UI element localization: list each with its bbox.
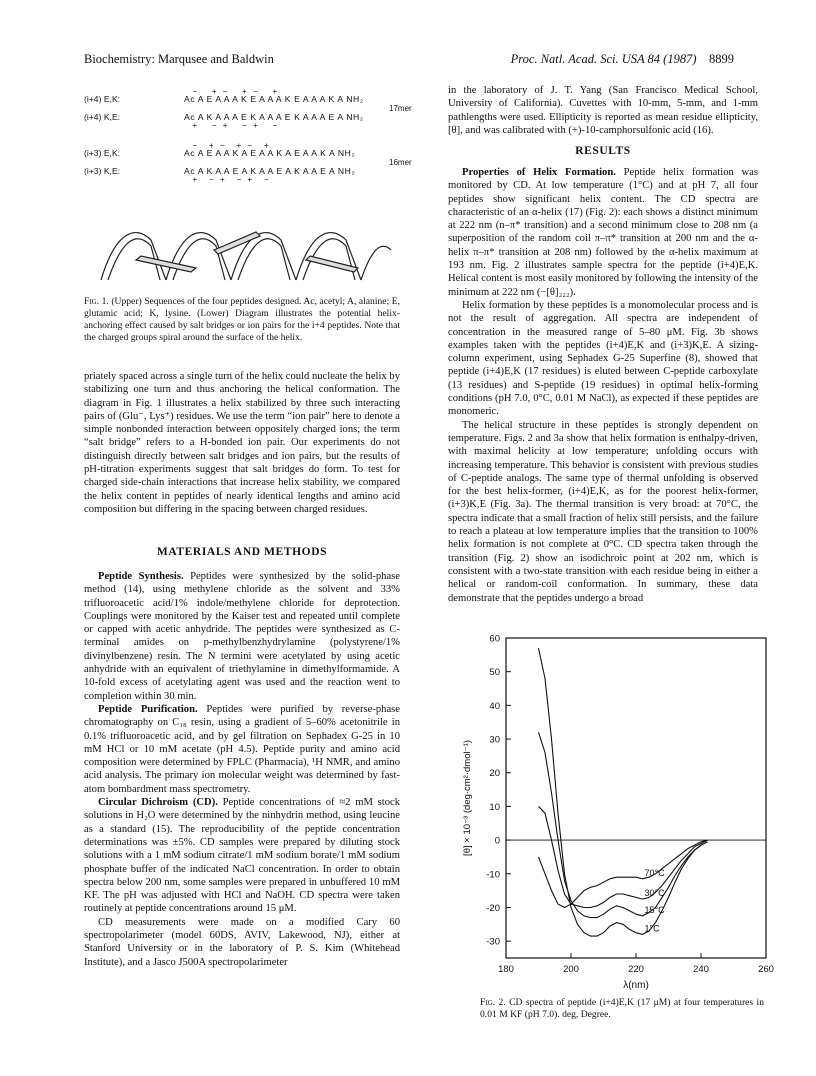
series-label: 1°C <box>644 923 660 934</box>
y-tick-label: 20 <box>489 768 500 780</box>
left-intro <box>84 370 400 516</box>
x-tick-label: 240 <box>693 964 709 975</box>
figure2-caption-text: CD spectra of peptide (i+4)E,K (17 μM) at four temperatures in 0.01 M KF (pH 7.0). deg, Degree. <box>480 997 764 1020</box>
cd-spectra-chart <box>448 620 778 1000</box>
methods-heading: MATERIALS AND METHODS <box>156 546 328 558</box>
series-label: 70°C <box>644 867 665 878</box>
sequence-charges: + − + − + − <box>184 175 275 184</box>
methods-paragraph <box>84 796 400 916</box>
x-axis-label: λ(nm) <box>623 980 649 991</box>
mer-label: 16mer <box>389 158 412 167</box>
paragraph-heading: Peptide Purification. <box>98 703 198 715</box>
header-authors: Biochemistry: Marqusee and Baldwin <box>84 52 274 66</box>
helix-diagram <box>96 220 396 290</box>
sequence-text: Ac A E A A A K E A A A K E A A A K A NH₂ <box>184 94 364 104</box>
results-paragraph <box>448 419 758 605</box>
header-journal: Proc. Natl. Acad. Sci. USA 84 (1987) <box>510 52 697 66</box>
paragraph-text: Peptide concentrations of ≈2 mM stock solutions in H₂O were determined by the ninhydrin method, using leucine as a standard (15). The reproducibility of the peptide concentration determinations was ±5%. CD samples were prepared by diluting stock solutions with a 1 mM sodium citrate/1 mM sodium borate/1 mM sodium phosphate buffer of the indicated NaCl concentration. In order to obtain spectra below 200 nm, some samples were prepared in unbuffered 10 mM KF. The pH was adjusted with HCl and NaOH. CD spectra were taken routinely at peptide concentrations around 15 μM. <box>84 797 401 915</box>
series-label: 30°C <box>644 888 665 899</box>
paragraph-heading: Circular Dichroism (CD). <box>98 797 218 809</box>
paragraph-text: Peptides were purified by reverse-phase chromatography on C₁₈ resin, using a gradient of 5–60% acetonitrile in 0.1% trifluoroacetic acid, and by gel filtration on Sephadex G-25 in 10 mM HCl or 10 mM acetate (pH 4.5). Peptide purity and amino acid composition were determined by FPLC (Pharmacia), ¹H NMR, and amino acid analysis. The primary ion molecular weight was determined by fast-atom bombardment mass spectrometry. <box>84 703 400 795</box>
running-header <box>84 52 734 72</box>
results-body <box>448 166 758 605</box>
x-tick-label: 180 <box>498 964 514 975</box>
sequence-charges: − + − + − + <box>184 87 284 96</box>
sequence-charges: + − + − + − <box>184 121 284 130</box>
sequence-charges: − + − + − + <box>184 141 275 150</box>
plot-frame <box>506 638 766 958</box>
x-tick-label: 260 <box>758 964 774 975</box>
y-tick-label: 30 <box>489 734 500 746</box>
y-tick-label: 50 <box>489 667 500 679</box>
y-tick-label: 40 <box>489 700 500 712</box>
x-tick-label: 220 <box>628 964 644 975</box>
intro-paragraph: in the laboratory of J. T. Yang (San Francisco Medical School, University of California). Cuvettes with 10-mm, 5-mm, and 1-mm pathlengths were used. Ellipticity is reported as mean residue ellipticity, [θ], and was calibrated with (+)-10-camphorsulfonic acid (16). <box>448 85 758 136</box>
methods-paragraph <box>84 703 400 796</box>
methods-body <box>84 570 400 969</box>
y-tick-label: 10 <box>489 801 500 813</box>
figure1-caption-label: Fig. 1. <box>84 296 109 307</box>
figure2-caption <box>480 997 764 1021</box>
y-tick-label: -10 <box>486 869 500 881</box>
sequence-label: (i+3) K,E: <box>84 166 121 176</box>
methods-paragraph <box>84 916 400 969</box>
header-page-number: 8899 <box>709 52 734 66</box>
paragraph-text: CD measurements were made on a modified Cary 60 spectropolarimeter (model 60DS, AVIV, Lakewood, NJ), either at Stanford University or in the laboratory of P. S. Kim (Whitehead Institute), and a Jasco J500A spectropolarimeter <box>84 916 400 968</box>
mer-label: 17mer <box>389 104 412 113</box>
y-tick-label: -20 <box>486 902 500 914</box>
sequence-text: Ac A K A A A E K A A A E K A A A E A NH₂ <box>184 112 364 122</box>
sequence-text: Ac A E A A K A E A A K A E A A K A NH₂ <box>184 148 356 158</box>
sequence-label: (i+4) K,E: <box>84 112 121 122</box>
header-journal-page <box>511 52 734 67</box>
y-tick-label: -30 <box>486 936 500 948</box>
y-tick-label: 60 <box>489 633 500 645</box>
figure2-chart <box>448 620 778 1000</box>
results-heading: RESULTS <box>575 145 631 157</box>
series-label: 15°C <box>644 904 665 915</box>
paragraph-heading: Peptide Synthesis. <box>98 571 184 582</box>
results-paragraph <box>448 166 758 299</box>
x-tick-label: 200 <box>563 964 579 975</box>
methods-paragraph <box>84 570 400 703</box>
y-axis-label: [θ] × 10⁻³ (deg·cm²·dmol⁻¹) <box>462 740 473 856</box>
series-line <box>539 806 708 907</box>
figure2-caption-label: Fig. 2. <box>480 997 506 1008</box>
y-tick-label: 0 <box>494 835 500 847</box>
paragraph-text: Peptides were synthesized by the solid-phase method (14), using methylene chloride as the solvent and 33% trifluoroacetic acid/1% indole/methylene chloride for deprotection. Couplings were monitored by the Kaiser test and repeated until complete or capped with acetic anhydride. The peptides were synthesized as C-terminal amides on p-methylbenzhydrylamine (polystyrene/1% divinylbenzene) resin. The N termini were acetylated by using acetic anhydride with an equivalent of triethylamine in dimethylformamide. A 10-fold excess of acetylating agent was used and the reaction went to completion within 30 min. <box>84 571 400 702</box>
paragraph-text: Helix formation by these peptides is a monomolecular process and is not the result of aggregation. All spectra are independent of concentration in the measured range of 5–80 μM. Fig. 3b shows examples taken with the peptides (i+4)E,K and (i+3)K,E. A sizing-column experiment, using Sephadex G-25 Superfine (8), showed that peptide (i+4)E,K (17 residues) is eluted between C-peptide carboxylate (13 residues) and S-peptide (19 residues) in optimal helix-forming conditions (pH 7.0, 0°C, 0.01 M NaCl), as expected if these peptides are monomeric. <box>448 299 758 418</box>
paragraph-heading: Properties of Helix Formation. <box>462 167 616 178</box>
figure1-caption-text: (Upper) Sequences of the four peptides designed. Ac, acetyl; A, alanine; E, glutamic acid; K, lysine. (Lower) Diagram illustrates the potential helix-anchoring effect caused by salt bridges or ion pairs for the i+4 peptides. Note that the charged groups spiral around the surface of the helix. <box>84 296 400 343</box>
results-paragraph <box>448 299 758 419</box>
figure1-caption <box>84 296 400 344</box>
intro-paragraph: priately spaced across a single turn of the helix could nucleate the helix by stabilizing one turn and thus anchoring the helical conformation. The diagram in Fig. 1 illustrates a helix stabilized by three such interacting pairs of (Glu⁻, Lys⁺) residues. We use the term “ion pair” here to denote a simple nonbonded interaction between oppositely charged ions; the term “salt bridge” refers to a H-bonded ion pair. Our experiments do not distinguish directly between salt bridges and ion pairs, but the results of pH-titration experiments suggest that salt bridges do form. To test for charged side-chain interactions that increase helix stability, we compared the helix content in peptides of nearly identical lengths and amino acid composition but differing in the spacing between charged residues. <box>84 371 400 515</box>
sequence-label: (i+3) E,K: <box>84 148 121 158</box>
paragraph-text: The helical structure in these peptides is strongly dependent on temperature. Figs. 2 and 3a show that helix formation is enthalpy-driven, with maximal helicity at low temperature; unfolding occurs with increasing temperature. This behavior is consistent with previous studies of C-peptide analogs. The same type of thermal unfolding is observed for the best helix-former, (i+4)E,K, as for the poorest helix-former, (i+3)K,E (Fig. 3a). The thermal transition is very broad: at 70°C, the spectra indicate that a small fraction of helix still persists, and the failure to reach a plateau at low temperature implies that the transition to 100% helix formation is not complete at 0°C. CD spectra taken through the transition (Fig. 2) show an isodichroic point at 202 nm, which is consistent with a two-state transition with each residue being in either a helical or random-coil conformation. In summary, these data demonstrate that the peptides undergo a broad <box>448 419 758 604</box>
sequence-label: (i+4) E,K: <box>84 94 121 104</box>
paragraph-text: Peptide helix formation was monitored by CD. At low temperature (1°C) and at pH 7, all four peptides show significant helix content. The CD spectra are characteristic of an α-helix (17) (Fig. 2): each shows a distinct minimum at 222 nm (n–π* transition) and a second minimum close to 208 nm (a superposition of the random coil π–π* transition at 200 nm and the α-helix π–π* transition at 208 nm) followed by the α-helix maximum at 193 nm. Fig. 2 illustrates sample spectra for the peptide (i+4)E,K. Helical content is most easily monitored by following the intensity of the minimum at 222 nm (−[θ]₂₂₂). <box>448 167 758 298</box>
sequence-text: Ac A K A A E A K A A E A K A A E A NH₂ <box>184 166 356 176</box>
right-intro <box>448 84 758 137</box>
figure1-sequences <box>84 84 414 219</box>
